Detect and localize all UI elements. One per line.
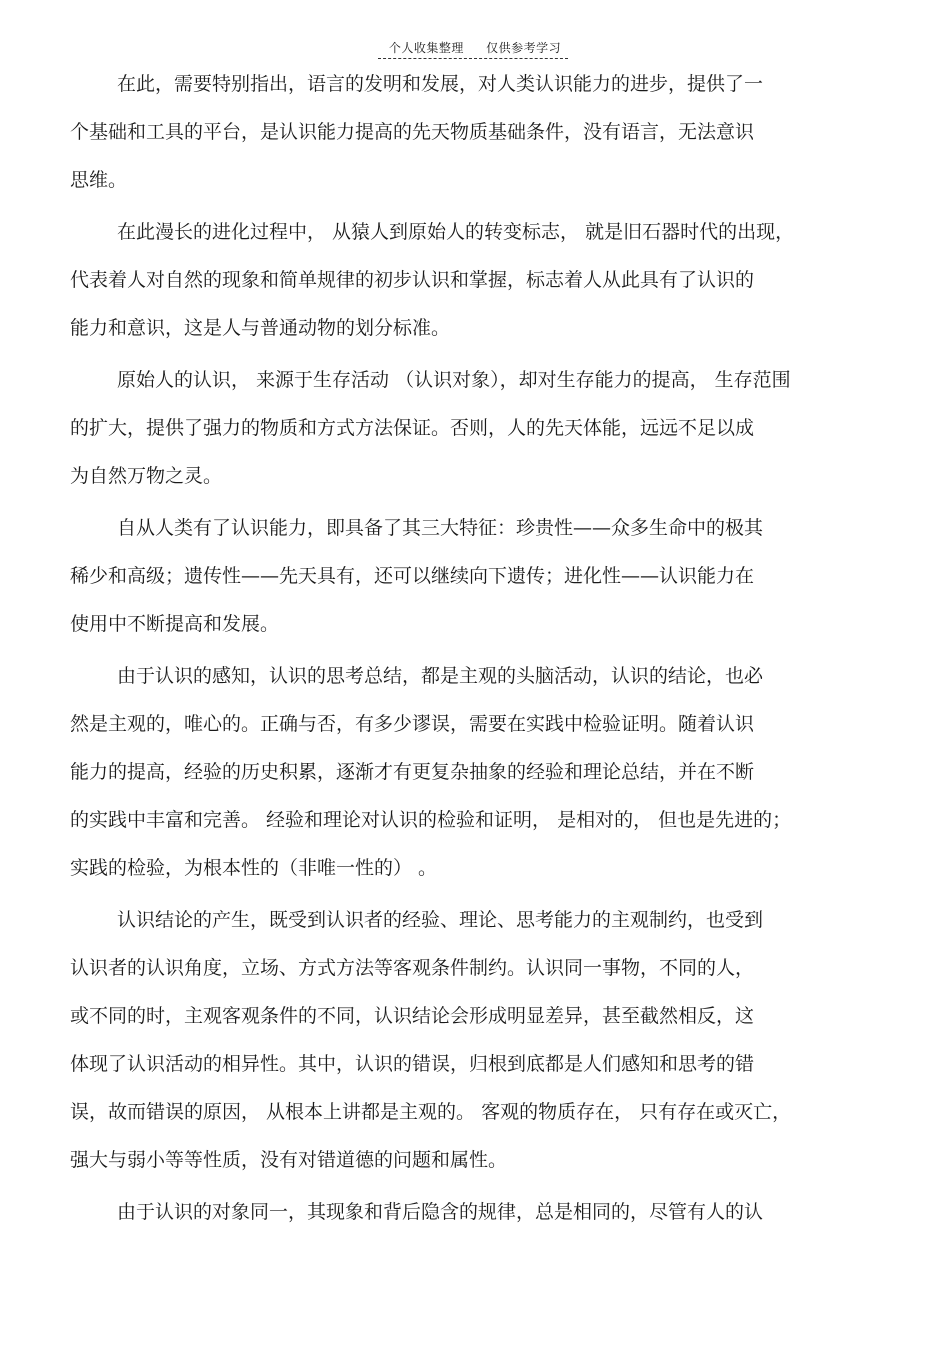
paragraph-line: 能力和意识，这是人与普通动物的划分标准。 <box>70 317 451 339</box>
paragraph-line: 认识者的认识角度，立场、方式方法等客观条件制约。认识同一事物，不同的人， <box>70 957 755 979</box>
header-divider <box>378 58 568 59</box>
paragraph-line: 由于认识的感知，认识的思考总结，都是主观的头脑活动，认识的结论，也必 <box>117 665 764 687</box>
paragraph-line: 的扩大，提供了强力的物质和方式方法保证。否则，人的先天体能，远远不足以成 <box>70 417 755 439</box>
paragraph <box>70 896 875 1184</box>
paragraph <box>70 208 875 352</box>
paragraph-line: 原始人的认识， 来源于生存活动 （认识对象），却对生存能力的提高， 生存范围 <box>117 369 791 391</box>
paragraph-line: 由于认识的对象同一，其现象和背后隐含的规律，总是相同的，尽管有人的认 <box>117 1201 764 1223</box>
page-header <box>0 40 950 56</box>
paragraph-line: 在此，需要特别指出，语言的发明和发展，对人类认识能力的进步，提供了一 <box>117 73 764 95</box>
paragraph-line: 然是主观的，唯心的。正确与否，有多少谬误，需要在实践中检验证明。随着认识 <box>70 713 755 735</box>
paragraph <box>70 356 875 500</box>
header-left-text: 个人收集整理 <box>388 41 464 55</box>
paragraph-line: 代表着人对自然的现象和简单规律的初步认识和掌握，标志着人从此具有了认识的 <box>70 269 755 291</box>
paragraph-line: 自从人类有了认识能力，即具备了其三大特征：珍贵性——众多生命中的极其 <box>117 517 764 539</box>
paragraph <box>70 504 875 648</box>
paragraph-line: 体现了认识活动的相异性。其中，认识的错误，归根到底都是人们感知和思考的错 <box>70 1053 755 1075</box>
paragraph <box>70 1188 875 1236</box>
paragraph-line: 为自然万物之灵。 <box>70 465 223 487</box>
paragraph-line: 认识结论的产生，既受到认识者的经验、理论、思考能力的主观制约，也受到 <box>117 909 764 931</box>
paragraph-line: 个基础和工具的平台，是认识能力提高的先天物质基础条件，没有语言，无法意识 <box>70 121 755 143</box>
paragraph-line: 稀少和高级；遗传性——先天具有，还可以继续向下遗传；进化性——认识能力在 <box>70 565 755 587</box>
paragraph-line: 的实践中丰富和完善。 经验和理论对认识的检验和证明， 是相对的， 但也是先进的； <box>70 809 792 831</box>
paragraph <box>70 652 875 892</box>
paragraph-line: 实践的检验，为根本性的（非唯一性的） 。 <box>70 857 438 879</box>
paragraph-line: 或不同的时，主观客观条件的不同，认识结论会形成明显差异，甚至截然相反，这 <box>70 1005 755 1027</box>
paragraph-line: 强大与弱小等等性质，没有对错道德的问题和属性。 <box>70 1149 508 1171</box>
header-right-text: 仅供参考学习 <box>486 41 562 55</box>
document-body <box>70 60 875 1236</box>
paragraph-line: 使用中不断提高和发展。 <box>70 613 280 635</box>
paragraph-line: 思维。 <box>70 169 128 191</box>
paragraph-line: 能力的提高，经验的历史积累，逐渐才有更复杂抽象的经验和理论总结，并在不断 <box>70 761 755 783</box>
paragraph <box>70 60 875 204</box>
paragraph-line: 误，故而错误的原因， 从根本上讲都是主观的。 客观的物质存在， 只有存在或灭亡， <box>70 1101 792 1123</box>
paragraph-line: 在此漫长的进化过程中， 从猿人到原始人的转变标志， 就是旧石器时代的出现， <box>117 221 795 243</box>
